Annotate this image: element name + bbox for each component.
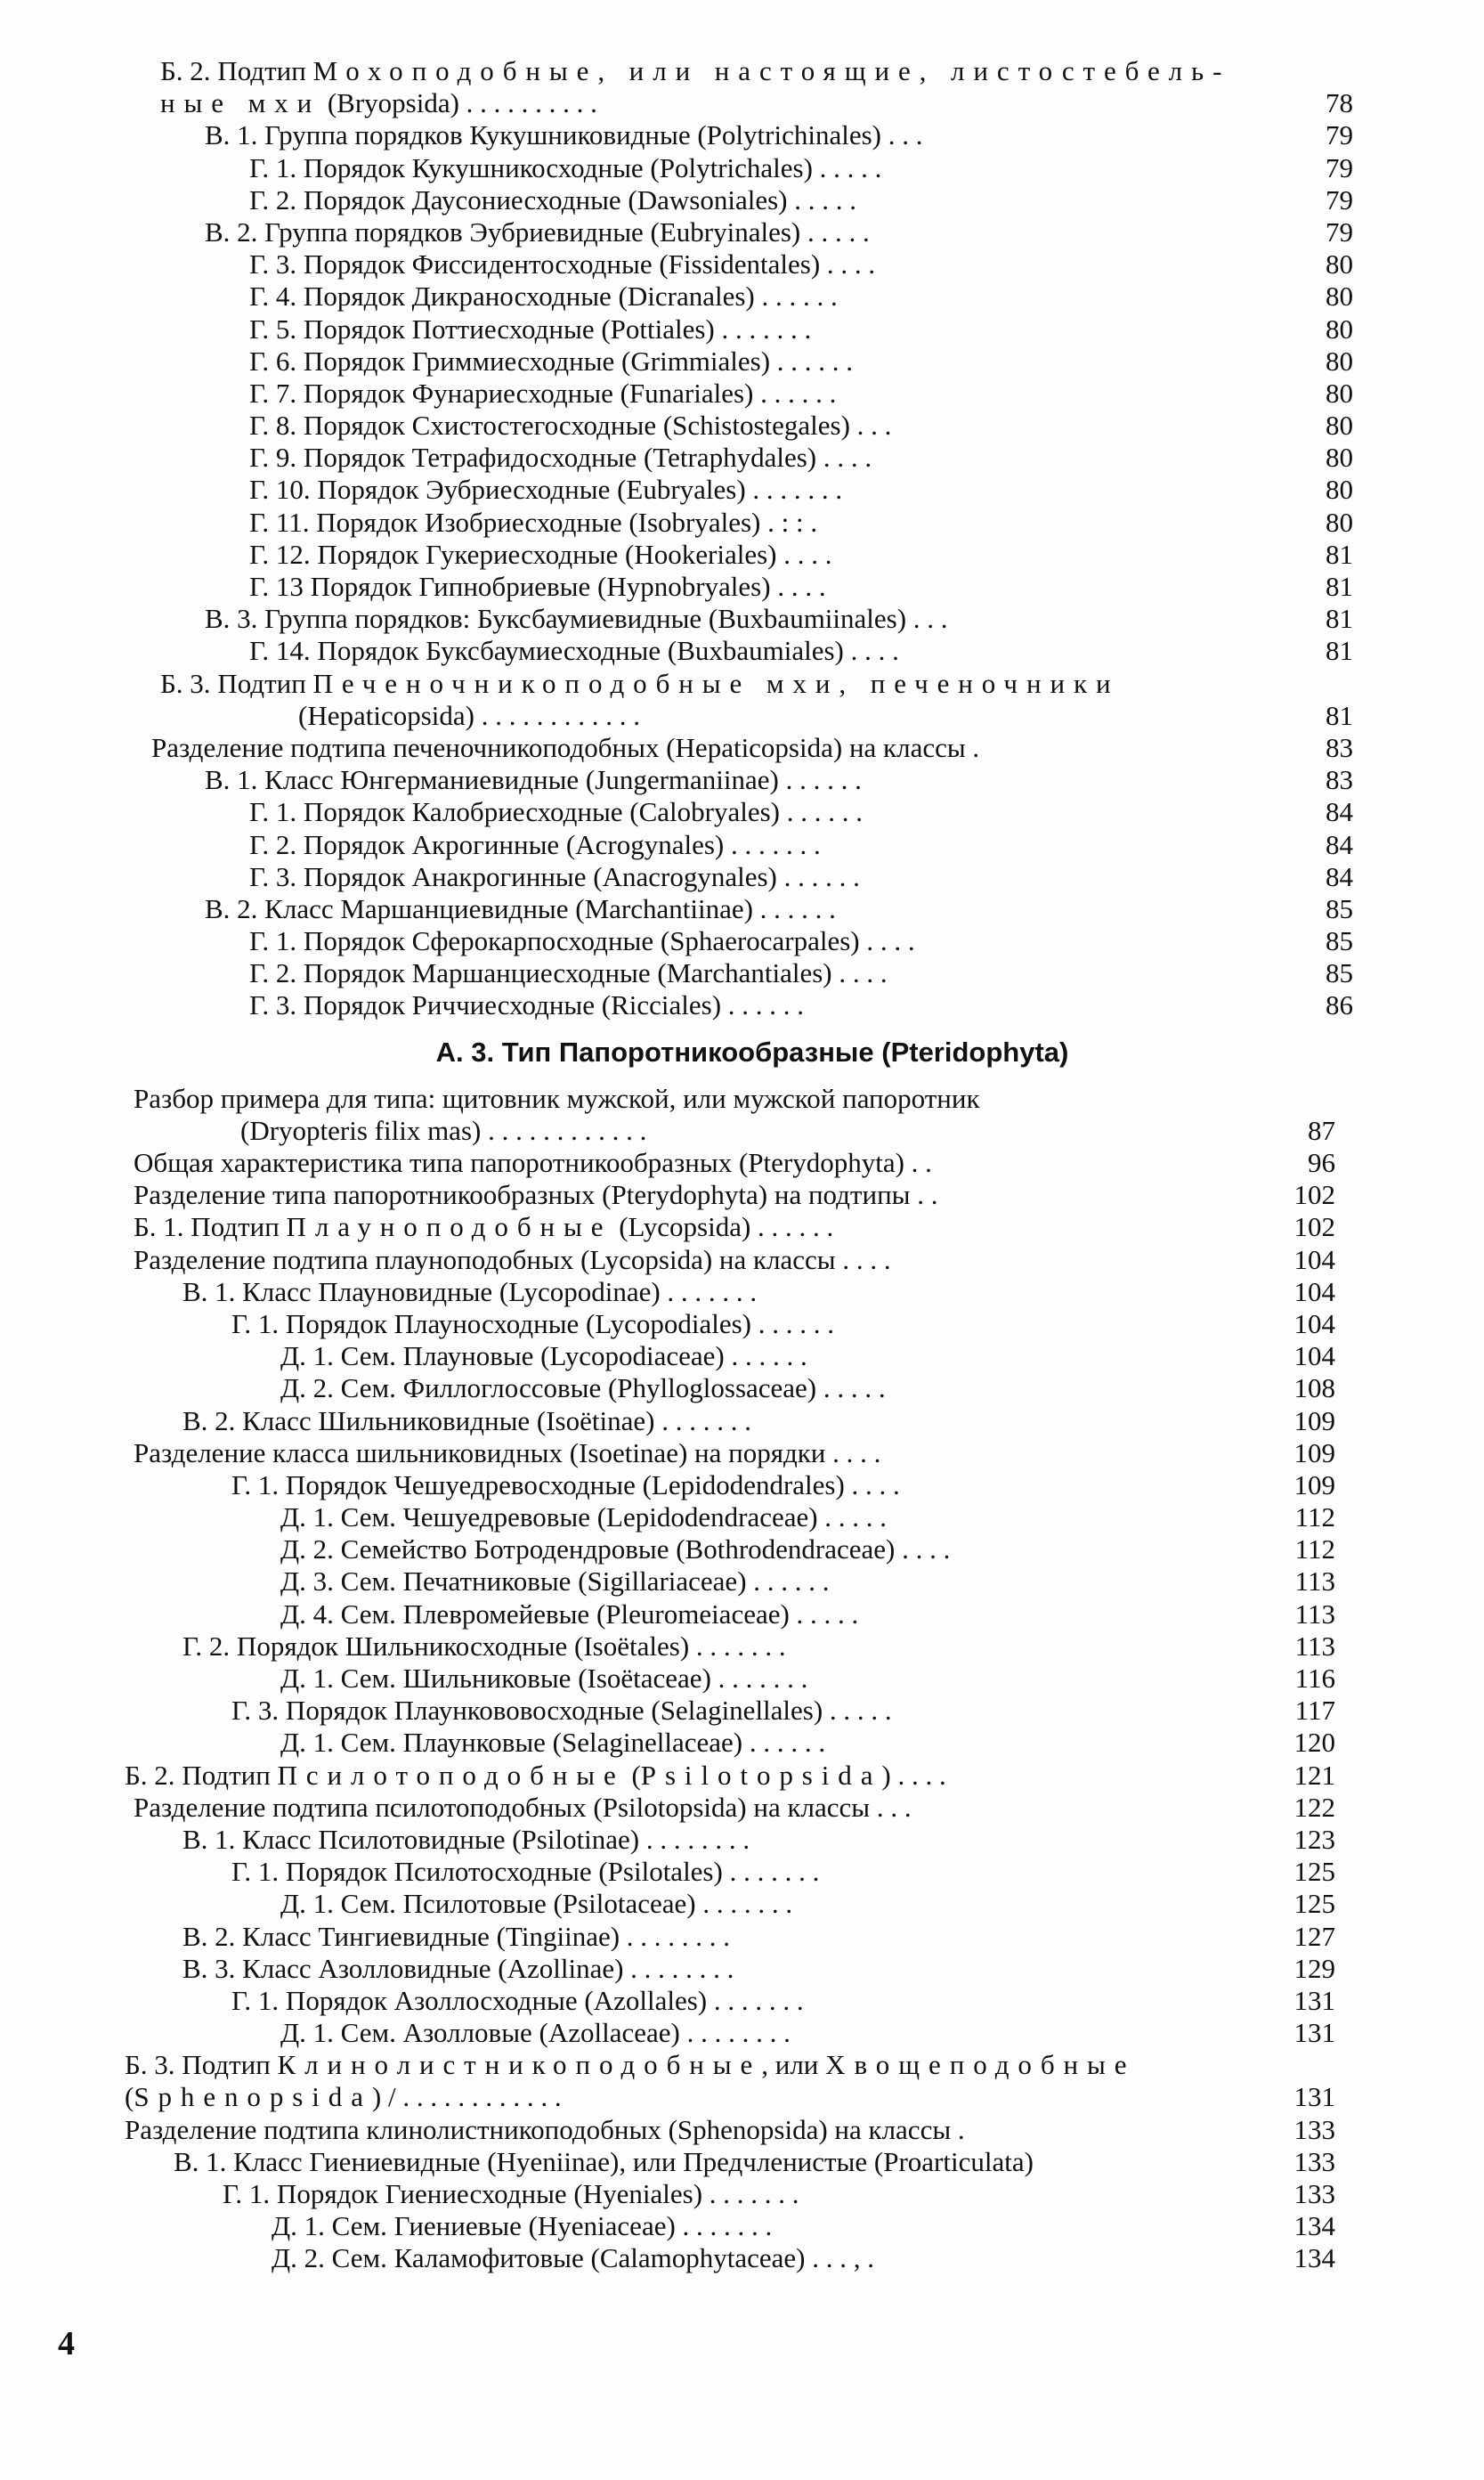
entry-text: Г. 1. Порядок Кукушникосходные (Polytrichales) . . . . .: [249, 151, 882, 183]
toc-entry-title: [134, 1083, 980, 1115]
entry-spaced-text: Sphenopsida: [134, 2081, 372, 2113]
toc-entry-title: [182, 1953, 734, 1985]
entry-text: В. 2. Класс Тингиевидные (Tingiinae) . . . . . . . .: [182, 1920, 731, 1952]
entry-text: В. 1. Класс Юнгерманиевидные (Jungermaniinae) . . . . . .: [205, 764, 862, 796]
toc-entry-page: 109: [1293, 1404, 1335, 1436]
toc-entry: [116, 2146, 1353, 2178]
toc-entry: [116, 2081, 1353, 2113]
toc-entry-page: 85: [1326, 925, 1353, 957]
toc-entry: [116, 1115, 1353, 1147]
toc-entry: [116, 152, 1353, 184]
entry-text: Общая характеристика типа папоротникообразных (Pterydophyta) . .: [134, 1147, 932, 1178]
entry-spaced-text: Клинолистникоподобные: [277, 2049, 762, 2081]
toc-entry-title: [249, 796, 863, 828]
toc-entry-page: 81: [1326, 603, 1353, 635]
toc-entry: [116, 378, 1353, 410]
toc-entry-title: [280, 1598, 858, 1630]
entry-text: Г. 2. Порядок Акрогинные (Acrogynales) . . . . . . .: [249, 828, 821, 860]
entry-text: (Hepaticopsida) . . . . . . . . . . . .: [298, 699, 640, 731]
entry-text: Г. 9. Порядок Тетрафидосходные (Tetraphydales) . . . .: [249, 442, 872, 474]
entry-text: Б. 2. Подтип: [125, 1759, 278, 1791]
entry-text: Г. 1. Порядок Азоллосходные (Azollales) . . . . . . .: [231, 1984, 804, 2016]
toc-entry: [116, 1921, 1353, 1953]
toc-entry: [116, 989, 1353, 1021]
toc-entry-title: [205, 119, 922, 151]
entry-text: Г. 7. Порядок Фунариесходные (Funariales) . . . . . .: [249, 377, 837, 409]
toc-entry-page: 120: [1293, 1727, 1335, 1759]
entry-text: Разбор примера для типа: щитовник мужской, или мужской папоротник: [134, 1082, 980, 1114]
toc-entry-title: [125, 2081, 562, 2113]
entry-text: Г. 1. Порядок Сферокарпосходные (Sphaerocarpales) . . . .: [249, 925, 915, 957]
entry-text: Г. 12. Порядок Гукериесходные (Hookeriales) . . . .: [249, 538, 832, 570]
toc-entry-page: 79: [1326, 151, 1353, 183]
entry-text: Разделение подтипа плауноподобных (Lycopsida) на классы . . . .: [134, 1243, 891, 1275]
toc-entry: [116, 1501, 1353, 1533]
toc-entry: [116, 635, 1353, 667]
entry-text-after-2: ) . . . .: [881, 1759, 946, 1791]
toc-entry-title: [134, 1244, 891, 1276]
entry-text: Г. 1. Порядок Гиениесходные (Hyeniales) . . . . . . .: [223, 2178, 799, 2209]
toc-entry-title: [205, 893, 836, 925]
toc-entry: [116, 87, 1353, 119]
toc-entry-page: 81: [1326, 699, 1353, 731]
toc-entry: [116, 796, 1353, 828]
toc-entry-title: [205, 216, 870, 248]
entry-text-after: , или: [761, 2049, 826, 2081]
toc-entry-title: [249, 925, 915, 957]
entry-text: Д. 1. Сем. Чешуедревовые (Lepidodendraceae) . . . . .: [280, 1501, 888, 1533]
entry-text: Г. 3. Порядок Плаункововосходные (Selaginellales) . . . . .: [231, 1695, 892, 1727]
toc-entry-title: [249, 861, 860, 893]
toc-entry-title: [134, 1147, 932, 1179]
entry-text-after: (: [624, 1759, 641, 1791]
toc-entry-title: [174, 2146, 1034, 2178]
toc-entry-page: 80: [1326, 474, 1353, 506]
toc-entry-page: 86: [1326, 989, 1353, 1021]
toc-entry: [116, 442, 1353, 474]
toc-entry: [116, 1469, 1353, 1501]
toc-entry-title: [280, 2017, 791, 2049]
entry-text: Разделение типа папоротникообразных (Pterydophyta) на подтипы . .: [134, 1179, 938, 1211]
toc-entry: [116, 1147, 1353, 1179]
toc-entry-page: 84: [1326, 796, 1353, 828]
toc-entry-page: 83: [1326, 764, 1353, 796]
toc-entry-title: [134, 1792, 912, 1824]
toc-entry: [116, 1888, 1353, 1920]
toc-entry-page: 81: [1326, 538, 1353, 570]
toc-entry: [116, 1179, 1353, 1211]
toc-entry-page: 79: [1326, 183, 1353, 215]
toc-entry: [116, 1565, 1353, 1598]
toc-entry-title: [249, 378, 836, 410]
toc-entry-page: 134: [1293, 2210, 1335, 2242]
toc-section-bryophyta: [116, 55, 1353, 1022]
toc-entry: [116, 1083, 1353, 1115]
toc-entry: [116, 1985, 1353, 2017]
toc-entry-page: 80: [1326, 506, 1353, 538]
toc-entry: [116, 957, 1353, 989]
toc-entry-title: [249, 571, 826, 603]
toc-entry-page: 127: [1293, 1920, 1335, 1952]
entry-text: Г. 6. Порядок Гриммиесходные (Grimmiales) . . . . . .: [249, 345, 854, 377]
toc-entry: [116, 893, 1353, 925]
toc-entry: [116, 313, 1353, 346]
toc-entry-page: 113: [1294, 1630, 1335, 1662]
toc-entry-title: [249, 184, 856, 216]
entry-text: Г. 3. Порядок Фиссидентосходные (Fissidentales) . . . .: [249, 248, 876, 281]
toc-entry-title: [134, 1437, 880, 1469]
toc-entry-page: 85: [1326, 957, 1353, 989]
toc-entry: [116, 2049, 1353, 2081]
toc-entry: [116, 1598, 1353, 1630]
entry-text: Г. 4. Порядок Дикраносходные (Dicranales) . . . . . .: [249, 281, 838, 313]
toc-entry-title: [134, 1211, 833, 1243]
entry-text: Д. 2. Сем. Каламофитовые (Calamophytaceae) . . . , .: [272, 2242, 874, 2274]
entry-text: Д. 1. Сем. Гиениевые (Hyeniaceae) . . . . . . .: [272, 2210, 773, 2242]
toc-entry-title: [280, 1340, 807, 1372]
toc-entry: [116, 732, 1353, 764]
toc-entry: [116, 2210, 1353, 2242]
entry-text: Б. 2. Подтип: [160, 55, 313, 86]
toc-entry-title: [249, 248, 875, 281]
toc-entry-page: 112: [1294, 1533, 1335, 1565]
toc-entry-page: 80: [1326, 442, 1353, 474]
toc-entry-title: [280, 1501, 887, 1533]
toc-entry: [116, 1856, 1353, 1888]
entry-text: (: [125, 2081, 134, 2113]
toc-entry-page: 133: [1293, 2113, 1335, 2145]
entry-spaced-text-2: Хвощеподобные: [825, 2049, 1136, 2081]
toc-entry-title: [249, 474, 842, 506]
entry-text: Д. 1. Сем. Псилотовые (Psilotaceae) . . . . . . .: [280, 1888, 793, 1920]
toc-entry-title: [182, 1630, 786, 1663]
toc-entry-title: [298, 700, 640, 732]
toc-entry-title: [249, 346, 853, 378]
toc-entry-page: 116: [1294, 1663, 1335, 1694]
toc-entry-title: [249, 957, 888, 989]
entry-text: В. 3. Группа порядков: Буксбаумиевидные (Buxbaumiinales) . . .: [205, 603, 948, 635]
entry-text: Г. 8. Порядок Схистостегосходные (Schistostegales) . . .: [249, 410, 892, 442]
toc-entry-title: [231, 1469, 900, 1501]
entry-text: Б. 3. Подтип: [160, 667, 313, 699]
entry-text: Г. 1. Порядок Калобриесходные (Calobryales) . . . . . .: [249, 796, 864, 828]
entry-text: Г. 1. Порядок Псилотосходные (Psilotales) . . . . . . .: [231, 1856, 820, 1888]
toc-entry-title: [160, 87, 597, 119]
toc-entry-title: [182, 1824, 750, 1856]
toc-entry-title: [151, 732, 979, 764]
toc-section-pteridophyta: [116, 1083, 1353, 2275]
toc-entry-title: [249, 442, 872, 474]
toc-entry: [116, 1533, 1353, 1565]
toc-entry-page: 133: [1293, 2178, 1335, 2209]
toc-entry-page: 80: [1326, 345, 1353, 377]
toc-entry-title: [160, 668, 1119, 700]
toc-entry: [116, 1340, 1353, 1372]
toc-entry-page: 104: [1293, 1307, 1335, 1339]
toc-entry-page: 80: [1326, 313, 1353, 345]
toc-entry-title: [272, 2242, 874, 2274]
toc-entry-page: 131: [1293, 1984, 1335, 2016]
toc-entry-page: 112: [1294, 1501, 1335, 1533]
toc-entry-page: 129: [1293, 1952, 1335, 1984]
toc-entry-page: 104: [1293, 1243, 1335, 1275]
toc-entry-title: [125, 1760, 946, 1792]
entry-spaced-text: Мохоподобные, или настоящие, листостебель-: [312, 55, 1231, 86]
toc-entry-page: 84: [1326, 860, 1353, 892]
toc-entry-title: [280, 1888, 792, 1920]
toc-entry: [116, 861, 1353, 893]
table-of-contents: [116, 55, 1353, 2275]
toc-entry-title: [182, 1405, 751, 1437]
toc-entry-title: [231, 1985, 804, 2017]
toc-entry-page: 83: [1326, 731, 1353, 763]
entry-text: Г. 2. Порядок Шильникосходные (Isoëtales) . . . . . . .: [182, 1630, 786, 1662]
section-heading: А. 3. Тип Папоротникообразные (Pteridophyta): [435, 1036, 1069, 1068]
toc-entry: [116, 1695, 1353, 1727]
toc-entry-title: [160, 55, 1230, 87]
entry-text: Д. 4. Сем. Плевромейевые (Pleuromeiaceae) . . . . .: [280, 1598, 859, 1630]
toc-entry: [116, 1308, 1353, 1340]
toc-entry: [116, 1405, 1353, 1437]
entry-text: В. 1. Класс Гиениевидные (Hyeniinae), или Предчленистые (Proarticulata): [174, 2145, 1034, 2177]
entry-text: В. 2. Группа порядков Эубриевидные (Eubryinales) . . . . .: [205, 215, 870, 248]
toc-entry-title: [249, 539, 831, 571]
toc-entry-page: 113: [1294, 1598, 1335, 1630]
toc-entry: [116, 281, 1353, 313]
toc-entry-title: [249, 152, 881, 184]
toc-entry: [116, 2017, 1353, 2049]
toc-entry: [116, 1276, 1353, 1308]
entry-text: Г. 3. Порядок Анакрогинные (Anacrogynales) . . . . . .: [249, 860, 860, 892]
entry-text: Г. 2. Порядок Даусониесходные (Dawsoniales) . . . . .: [249, 183, 856, 215]
toc-entry-title: [182, 1921, 730, 1953]
toc-entry-title: [249, 281, 838, 313]
toc-entry-title: [205, 764, 862, 796]
toc-entry: [116, 700, 1353, 732]
toc-entry: [116, 539, 1353, 571]
toc-entry-title: [231, 1856, 819, 1888]
toc-entry-page: 133: [1293, 2145, 1335, 2177]
entry-spaced-text-2: Psilotopsida: [640, 1759, 882, 1791]
toc-entry-page: 104: [1293, 1275, 1335, 1307]
entry-text: Д. 3. Сем. Печатниковые (Sigillariaceae) . . . . . .: [280, 1565, 830, 1598]
toc-entry: [116, 119, 1353, 151]
toc-entry-title: [249, 507, 817, 539]
entry-text: Г. 13 Порядок Гипнобриевые (Hypnobryales) . . . .: [249, 571, 826, 602]
entry-text: Д. 1. Сем. Плауновые (Lycopodiaceae) . . . . . .: [280, 1340, 807, 1372]
toc-entry-title: [280, 1727, 825, 1759]
entry-text: Д. 1. Сем. Плаунковые (Selaginellaceae) . . . . . .: [280, 1727, 826, 1759]
toc-entry: [116, 1792, 1353, 1824]
toc-entry-page: 109: [1293, 1436, 1335, 1468]
entry-text: Д. 2. Сем. Филлоглоссовые (Phylloglossaceae) . . . . .: [280, 1372, 886, 1404]
toc-entry-title: [205, 603, 948, 635]
toc-entry: [116, 764, 1353, 796]
toc-entry-page: 78: [1326, 87, 1353, 119]
toc-entry: [116, 1211, 1353, 1243]
entry-text: Б. 1. Подтип: [134, 1211, 287, 1243]
toc-entry: [116, 1663, 1353, 1695]
toc-entry-page: 80: [1326, 248, 1353, 281]
toc-entry-title: [249, 410, 891, 442]
toc-entry: [116, 216, 1353, 248]
toc-entry-title: [280, 1533, 950, 1565]
toc-entry-page: 104: [1293, 1340, 1335, 1372]
page-number: 4: [58, 2325, 75, 2362]
toc-entry: [116, 2242, 1353, 2274]
entry-text: Д. 1. Сем. Азолловые (Azollaceae) . . . . . . . .: [280, 2017, 791, 2049]
toc-entry-title: [231, 1695, 892, 1727]
entry-text: Разделение подтипа псилотоподобных (Psilotopsida) на классы . . .: [134, 1791, 912, 1823]
entry-text: В. 1. Группа порядков Кукушниковидные (Polytrichinales) . . .: [205, 119, 923, 151]
toc-entry-page: 131: [1293, 2017, 1335, 2049]
entry-text: Разделение подтипа печеночникоподобных (Hepaticopsida) на классы .: [151, 731, 980, 763]
entry-text-after: (Bryopsida) . . . . . . . . . .: [320, 87, 597, 119]
entry-spaced-text: Плауноподобные: [286, 1211, 612, 1243]
toc-entry-page: 81: [1326, 571, 1353, 602]
toc-entry-title: [249, 989, 804, 1021]
toc-entry: [116, 829, 1353, 861]
toc-entry-title: [280, 1372, 886, 1404]
toc-entry-page: 125: [1293, 1856, 1335, 1888]
toc-entry-title: [272, 2210, 772, 2242]
entry-spaced-text: Псилотоподобные: [277, 1759, 625, 1791]
toc-entry: [116, 603, 1353, 635]
toc-entry-page: 121: [1293, 1759, 1335, 1791]
toc-entry: [116, 1824, 1353, 1856]
toc-entry-page: 80: [1326, 410, 1353, 442]
entry-text: Г. 2. Порядок Маршанциесходные (Marchantiales) . . . .: [249, 957, 888, 989]
entry-text: Г. 1. Порядок Чешуедревосходные (Lepidodendrales) . . . .: [231, 1468, 900, 1500]
toc-entry-page: 108: [1293, 1372, 1335, 1404]
toc-entry: [116, 1953, 1353, 1985]
toc-entry-page: 109: [1293, 1468, 1335, 1500]
toc-entry-page: 79: [1326, 215, 1353, 248]
toc-entry-title: [240, 1115, 646, 1147]
entry-text: Разделение класса шильниковидных (Isoetinae) на порядки . . . .: [134, 1436, 881, 1468]
toc-entry-page: 85: [1326, 892, 1353, 924]
toc-entry: [116, 507, 1353, 539]
toc-entry-page: 102: [1293, 1211, 1335, 1243]
toc-entry-page: 96: [1308, 1147, 1335, 1178]
entry-text: Г. 14. Порядок Буксбаумиесходные (Buxbaumiales) . . . .: [249, 635, 899, 667]
toc-entry-title: [231, 1308, 834, 1340]
entry-text: (Dryopteris filix mas) . . . . . . . . . . . .: [240, 1114, 647, 1146]
toc-entry: [116, 2178, 1353, 2210]
toc-entry-page: 79: [1326, 119, 1353, 151]
toc-entry: [116, 925, 1353, 957]
toc-entry-page: 123: [1293, 1823, 1335, 1855]
toc-entry-page: 87: [1308, 1114, 1335, 1146]
toc-entry-page: 122: [1293, 1791, 1335, 1823]
toc-entry: [116, 2114, 1353, 2146]
toc-entry-title: [280, 1663, 807, 1695]
toc-entry: [116, 55, 1353, 87]
toc-entry: [116, 1437, 1353, 1469]
entry-text: В. 3. Класс Азолловидные (Azollinae) . . . . . . . .: [182, 1952, 734, 1984]
toc-entry-page: 125: [1293, 1888, 1335, 1920]
toc-entry-title: [249, 829, 821, 861]
toc-entry-page: 81: [1326, 635, 1353, 667]
toc-entry-page: 113: [1294, 1565, 1335, 1598]
toc-entry: [116, 1244, 1353, 1276]
entry-text: В. 1. Класс Псилотовидные (Psilotinae) . . . . . . . .: [182, 1823, 750, 1855]
entry-text: Г. 1. Порядок Плауносходные (Lycopodiales) . . . . . .: [231, 1307, 834, 1339]
entry-text: Д. 1. Сем. Шильниковые (Isoëtaceae) . . . . . . .: [280, 1663, 808, 1694]
toc-entry: [116, 1372, 1353, 1404]
entry-text: В. 2. Класс Шильниковидные (Isoëtinae) . . . . . . .: [182, 1404, 751, 1436]
toc-entry: [116, 346, 1353, 378]
toc-entry-title: [125, 2049, 1135, 2081]
toc-entry: [116, 1760, 1353, 1792]
toc-entry-page: 80: [1326, 377, 1353, 409]
entry-text: В. 2. Класс Маршанциевидные (Marchantiinae) . . . . . .: [205, 892, 836, 924]
toc-entry: [116, 1727, 1353, 1759]
toc-entry-title: [182, 1276, 757, 1308]
entry-text: Б. 3. Подтип: [125, 2049, 278, 2081]
toc-entry-title: [134, 1179, 937, 1211]
toc-entry: [116, 668, 1353, 700]
entry-text: Д. 2. Семейство Ботродендровые (Bothrodendraceae) . . . .: [280, 1533, 951, 1565]
toc-entry-title: [249, 635, 899, 667]
toc-entry-title: [125, 2114, 965, 2146]
toc-entry-page: 84: [1326, 828, 1353, 860]
toc-entry-title: [280, 1565, 830, 1598]
toc-entry: [116, 571, 1353, 603]
toc-entry-page: 117: [1294, 1695, 1335, 1727]
entry-text: Г. 3. Порядок Риччиесходные (Ricciales) . . . . . .: [249, 989, 805, 1021]
entry-text: Г. 5. Порядок Поттиесходные (Pottiales) . . . . . . .: [249, 313, 812, 345]
entry-text-after: ) / . . . . . . . . . . . .: [371, 2081, 562, 2113]
toc-entry: [116, 474, 1353, 506]
entry-text: Г. 10. Порядок Эубриесходные (Eubryales) . . . . . . .: [249, 474, 843, 506]
toc-entry: [116, 248, 1353, 281]
toc-entry-page: 102: [1293, 1179, 1335, 1211]
toc-entry-page: 80: [1326, 281, 1353, 313]
entry-spaced-text: ные мхи: [160, 87, 321, 119]
entry-text-after: (Lycopsida) . . . . . .: [612, 1211, 834, 1243]
entry-text: Разделение подтипа клинолистникоподобных (Sphenopsida) на классы .: [125, 2113, 965, 2145]
toc-entry: [116, 1630, 1353, 1663]
toc-entry: [116, 184, 1353, 216]
entry-text: Г. 11. Порядок Изобриесходные (Isobryales) . : : .: [249, 506, 818, 538]
toc-entry-page: 134: [1293, 2242, 1335, 2274]
toc-entry-title: [223, 2178, 799, 2210]
entry-spaced-text: Печеночникоподобные мхи, печеночники: [312, 667, 1120, 699]
toc-entry: [116, 410, 1353, 442]
toc-entry-title: [249, 313, 811, 346]
entry-text: В. 1. Класс Плауновидные (Lycopodinae) . . . . . . .: [182, 1275, 758, 1307]
toc-entry-page: 131: [1293, 2081, 1335, 2113]
